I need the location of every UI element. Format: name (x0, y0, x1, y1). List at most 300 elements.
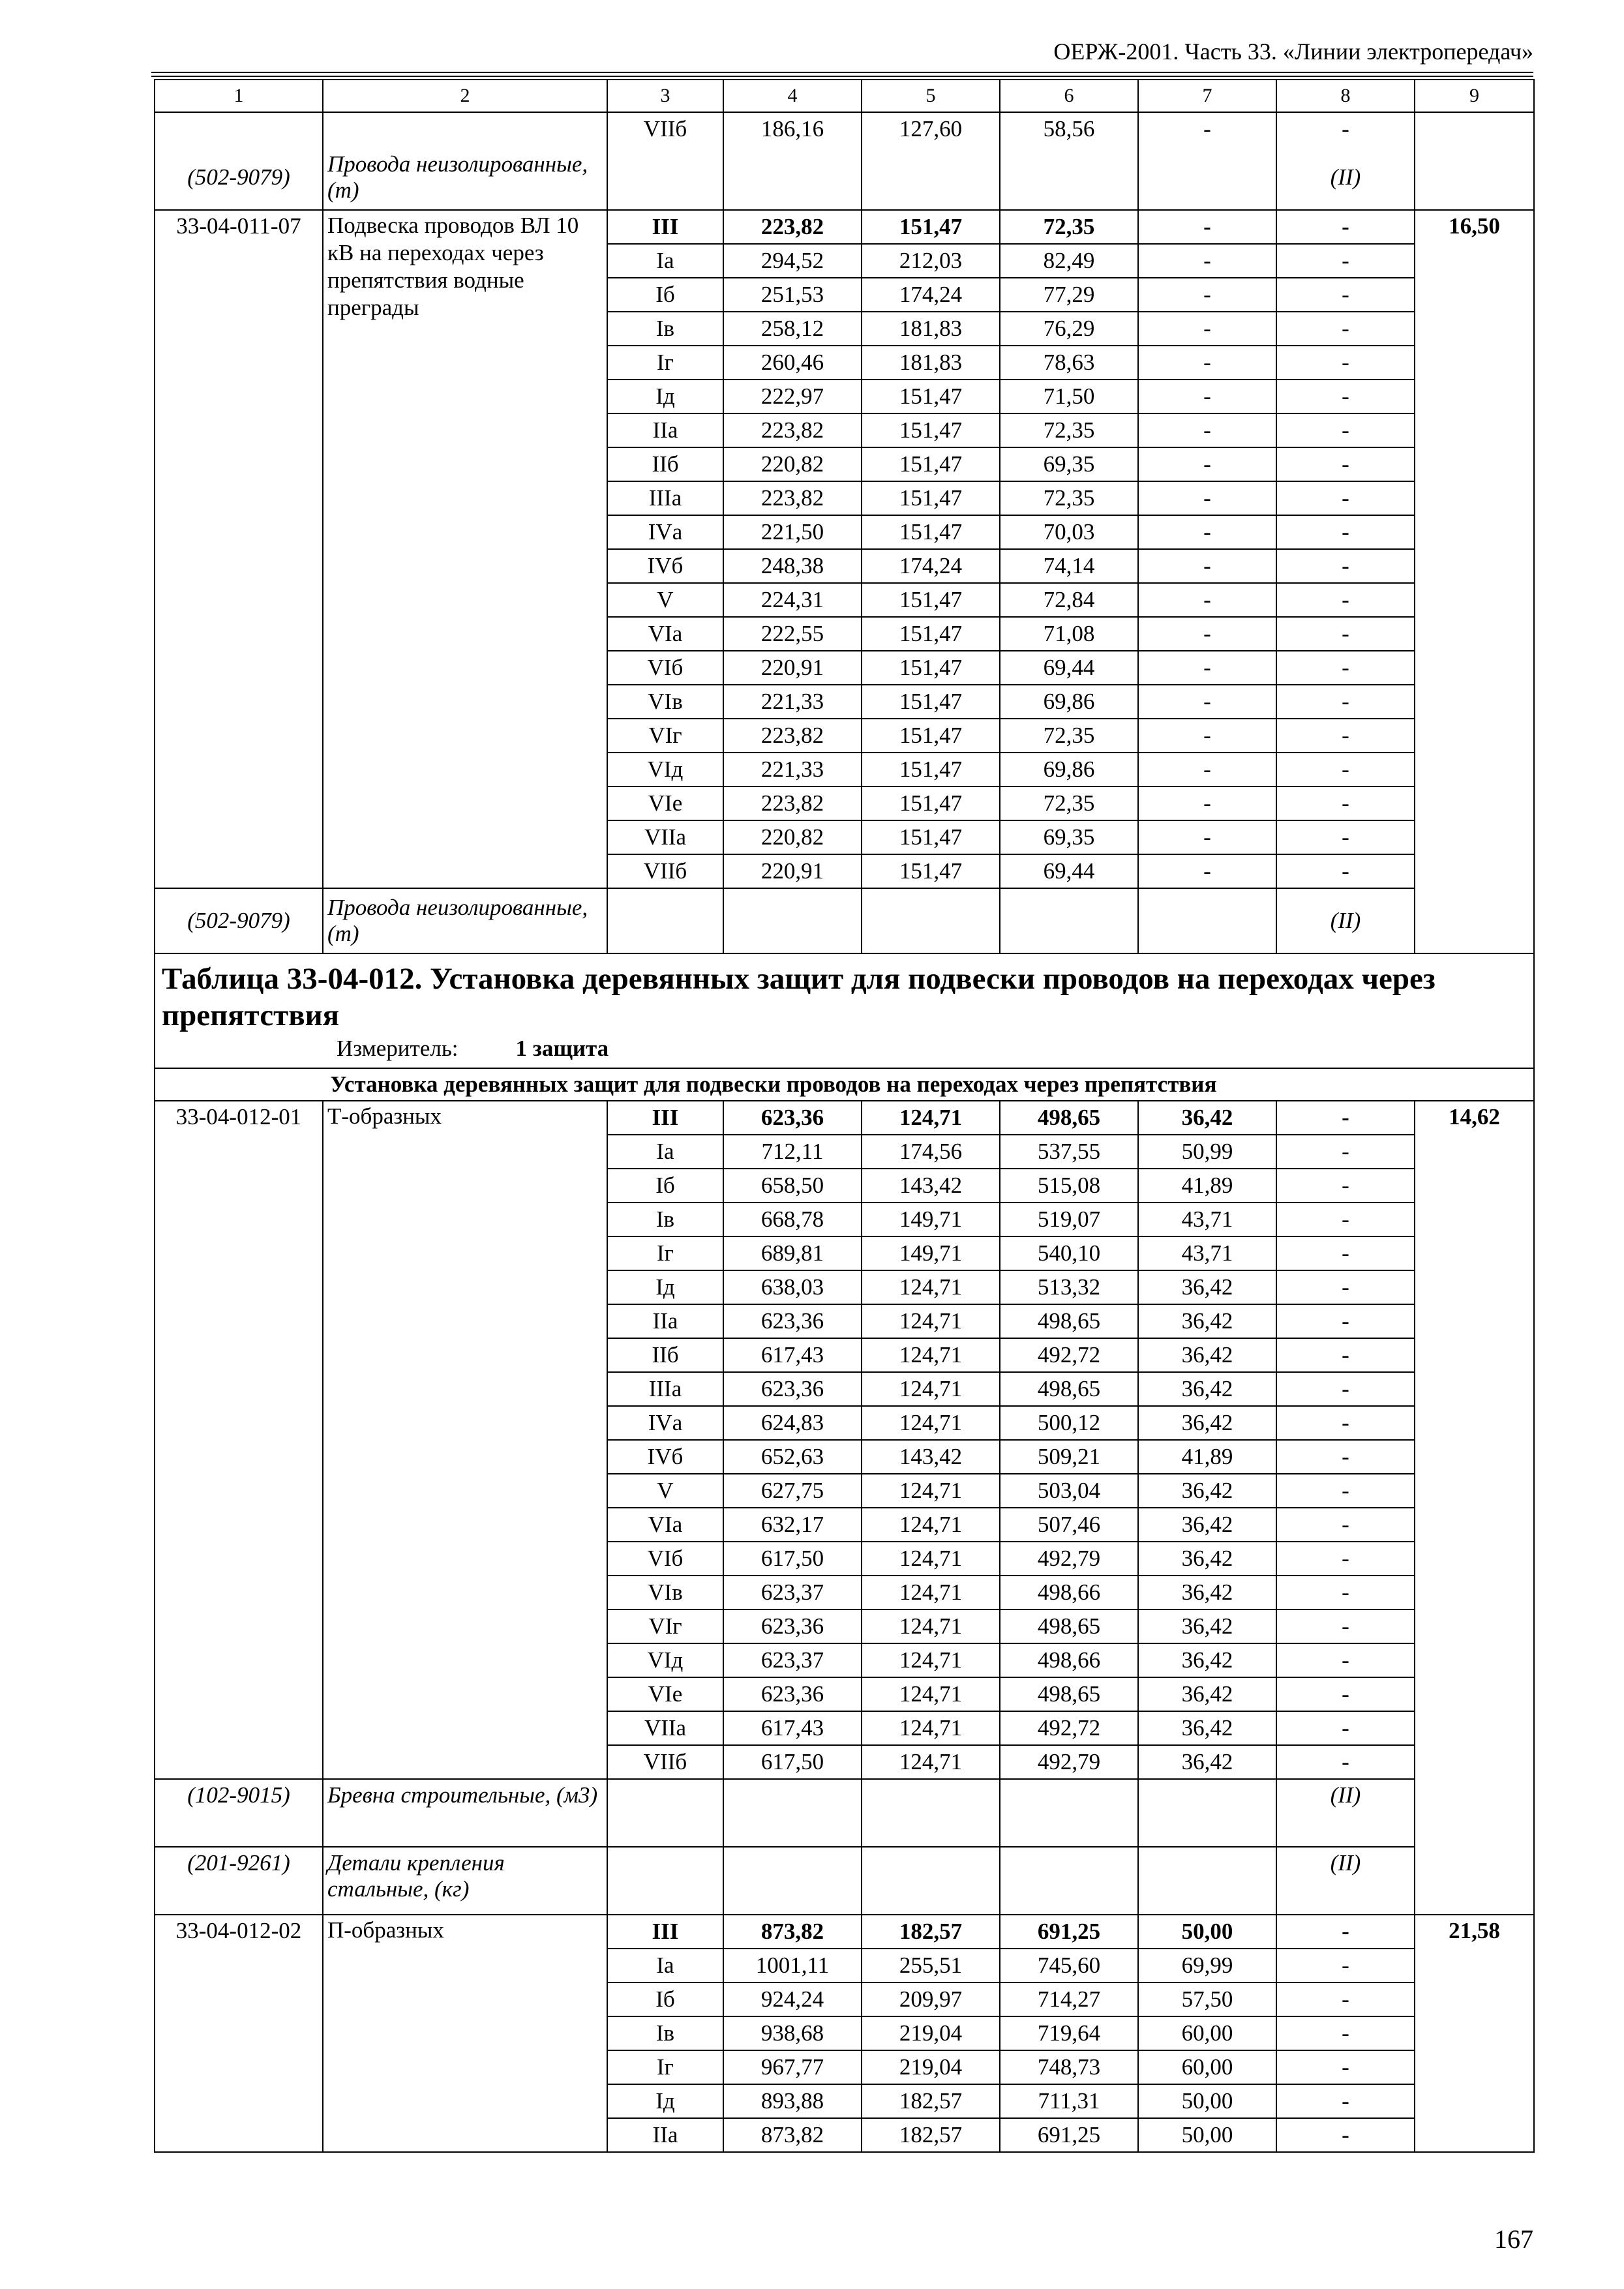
value-cell-c8: - (1276, 1745, 1415, 1779)
value-cell-c5: 124,71 (862, 1372, 1000, 1406)
value-cell-c4: 924,24 (723, 1982, 862, 2016)
value-cell-c7: - (1138, 413, 1276, 447)
value-cell-c4: 220,82 (723, 447, 862, 481)
value-cell-c6: 498,66 (1000, 1643, 1138, 1677)
value-cell-c6: 72,35 (1000, 413, 1138, 447)
measure-label: Измеритель: (337, 1036, 459, 1061)
region-cell: Iб (607, 278, 723, 312)
value-cell-c7: - (1138, 719, 1276, 753)
value-cell-c7: - (1138, 854, 1276, 888)
value-cell-c6: 72,84 (1000, 583, 1138, 617)
table-row (155, 112, 1534, 145)
value-cell-c8: - (1276, 1338, 1415, 1372)
value-cell-c5: 209,97 (862, 1982, 1000, 2016)
value-cell-c6: 72,35 (1000, 719, 1138, 753)
region-cell: IVб (607, 1440, 723, 1474)
value-cell-c8: - (1276, 312, 1415, 346)
value-cell-c8: - (1276, 1542, 1415, 1576)
resource-code: (502-9079) (155, 888, 323, 953)
value-cell-c5: 182,57 (862, 2118, 1000, 2152)
value-cell-c7: 50,00 (1138, 1915, 1276, 1949)
value-cell-c5: 181,83 (862, 346, 1000, 380)
resource-name: Бревна строительные, (м3) (323, 1779, 607, 1847)
value-cell-c8: - (1276, 1576, 1415, 1609)
value-cell-c5: 124,71 (862, 1643, 1000, 1677)
value-cell-c5: 219,04 (862, 2050, 1000, 2084)
value-cell-c7: - (1138, 481, 1276, 515)
value-cell-c8: - (1276, 1440, 1415, 1474)
region-cell: VIв (607, 685, 723, 719)
value-cell-c8: - (1276, 1508, 1415, 1542)
column-number: 4 (723, 80, 862, 112)
value-cell-c6: 69,44 (1000, 854, 1138, 888)
value-cell-c8: - (1276, 719, 1415, 753)
value-cell-c7: - (1138, 244, 1276, 278)
value-cell-c4: 223,82 (723, 719, 862, 753)
c9-cell: 16,50 (1415, 210, 1534, 953)
value-cell-c6: 69,86 (1000, 753, 1138, 786)
value-cell-c8: - (1276, 753, 1415, 786)
value-cell-c5: 151,47 (862, 380, 1000, 413)
value-cell-c5: 124,71 (862, 1101, 1000, 1135)
region-cell: VIIб (607, 854, 723, 888)
value-cell-c4: 1001,11 (723, 1949, 862, 1982)
value-cell-c7: - (1138, 549, 1276, 583)
table-row (155, 1915, 1534, 1949)
value-cell-c6: 719,64 (1000, 2016, 1138, 2050)
value-cell-c7: 36,42 (1138, 1643, 1276, 1677)
region-cell: IIб (607, 1338, 723, 1372)
value-cell-c6: 72,35 (1000, 481, 1138, 515)
value-cell-c5: 151,47 (862, 854, 1000, 888)
desc-cell (323, 112, 607, 145)
value-cell-c8: - (1276, 1711, 1415, 1745)
norm-code: 33-04-012-01 (155, 1101, 323, 1779)
value-cell-c6: 714,27 (1000, 1982, 1138, 2016)
value-cell-c6: 498,65 (1000, 1609, 1138, 1643)
column-number: 3 (607, 80, 723, 112)
value-cell-c7: - (1138, 112, 1276, 145)
value-cell-c6: 69,35 (1000, 820, 1138, 854)
value-cell-c8: - (1276, 346, 1415, 380)
value-cell-c6: 498,65 (1000, 1372, 1138, 1406)
value-cell-c8: - (1276, 1169, 1415, 1203)
empty-cell (723, 145, 862, 210)
region-cell: III (607, 1101, 723, 1135)
empty-cell (1138, 1847, 1276, 1915)
value-cell-c7: - (1138, 380, 1276, 413)
value-cell-c4: 938,68 (723, 2016, 862, 2050)
value-cell-c6: 72,35 (1000, 210, 1138, 244)
norm-code: 33-04-012-02 (155, 1915, 323, 2152)
table-title (155, 953, 1534, 1068)
value-cell-c4: 221,33 (723, 685, 862, 719)
region-cell: IIIа (607, 481, 723, 515)
value-cell-c8: - (1276, 617, 1415, 651)
value-cell-c7: 36,42 (1138, 1745, 1276, 1779)
norm-description: Подвеска проводов ВЛ 10 кВ на переходах через препятствия водные преграды (323, 210, 607, 888)
value-cell-c8: - (1276, 651, 1415, 685)
measure-line (162, 1034, 1529, 1064)
value-cell-r: VIIб (607, 112, 723, 145)
region-cell: Iг (607, 1236, 723, 1270)
value-cell-c4: 251,53 (723, 278, 862, 312)
value-cell-c4: 623,36 (723, 1372, 862, 1406)
running-header: ОЕРЖ-2001. Часть 33. «Линии электропередач» (1053, 38, 1533, 65)
value-cell-c5: 124,71 (862, 1304, 1000, 1338)
value-cell-c8: - (1276, 2050, 1415, 2084)
norm-description: Т-образных (323, 1101, 607, 1779)
region-cell: VIв (607, 1576, 723, 1609)
region-cell: IIа (607, 2118, 723, 2152)
value-cell-c4: 223,82 (723, 413, 862, 447)
value-cell-c5: 127,60 (862, 112, 1000, 145)
value-cell-c6: 745,60 (1000, 1949, 1138, 1982)
value-cell-c4: 632,17 (723, 1508, 862, 1542)
value-cell-c5: 124,71 (862, 1270, 1000, 1304)
value-cell-c7: 36,42 (1138, 1542, 1276, 1576)
value-cell-c4: 689,81 (723, 1236, 862, 1270)
value-cell-c6: 540,10 (1000, 1236, 1138, 1270)
resource-row (155, 1779, 1534, 1847)
value-cell-c7: - (1138, 312, 1276, 346)
value-cell-c8: - (1276, 2084, 1415, 2118)
region-cell: VIIа (607, 820, 723, 854)
value-cell-c4: 220,91 (723, 651, 862, 685)
column-number: 7 (1138, 80, 1276, 112)
resource-class: (II) (1276, 888, 1415, 953)
value-cell-c8: - (1276, 1135, 1415, 1169)
region-cell: VIа (607, 617, 723, 651)
region-cell: IVа (607, 1406, 723, 1440)
value-cell-c6: 507,46 (1000, 1508, 1138, 1542)
value-cell-c7: - (1138, 753, 1276, 786)
value-cell-c6: 69,86 (1000, 685, 1138, 719)
column-number: 1 (155, 80, 323, 112)
value-cell-c5: 212,03 (862, 244, 1000, 278)
page-number: 167 (1494, 2224, 1533, 2254)
region-cell: IIа (607, 413, 723, 447)
region-cell: IIа (607, 1304, 723, 1338)
value-cell-c7: 43,71 (1138, 1203, 1276, 1236)
value-cell-c7: - (1138, 447, 1276, 481)
value-cell-c4: 617,43 (723, 1338, 862, 1372)
region-cell: Iв (607, 1203, 723, 1236)
region-cell: IIIа (607, 1372, 723, 1406)
value-cell-c8: - (1276, 1372, 1415, 1406)
value-cell-c7: 57,50 (1138, 1982, 1276, 2016)
value-cell-c7: 36,42 (1138, 1304, 1276, 1338)
empty-cell (607, 1847, 723, 1915)
empty-cell (607, 888, 723, 953)
empty-cell (1000, 888, 1138, 953)
value-cell-c6: 500,12 (1000, 1406, 1138, 1440)
value-cell-c4: 258,12 (723, 312, 862, 346)
resource-name: Детали крепления стальные, (кг) (323, 1847, 607, 1915)
value-cell-c8: - (1276, 854, 1415, 888)
value-cell-c5: 151,47 (862, 786, 1000, 820)
value-cell-c6: 69,44 (1000, 651, 1138, 685)
value-cell-c6: 70,03 (1000, 515, 1138, 549)
value-cell-c7: 41,89 (1138, 1169, 1276, 1203)
value-cell-c5: 181,83 (862, 312, 1000, 346)
region-cell: III (607, 210, 723, 244)
region-cell: Iа (607, 1135, 723, 1169)
value-cell-c4: 658,50 (723, 1169, 862, 1203)
value-cell-c5: 174,24 (862, 278, 1000, 312)
empty-cell (862, 1779, 1000, 1847)
resource-row (155, 888, 1534, 953)
region-cell: Iд (607, 1270, 723, 1304)
value-cell-c5: 151,47 (862, 210, 1000, 244)
value-cell-c8: - (1276, 244, 1415, 278)
value-cell-c5: 124,71 (862, 1474, 1000, 1508)
table-row (155, 1101, 1534, 1135)
value-cell-c5: 124,71 (862, 1745, 1000, 1779)
region-cell: Iд (607, 2084, 723, 2118)
value-cell-c8: - (1276, 112, 1415, 145)
empty-cell (723, 1779, 862, 1847)
value-cell-c8: - (1276, 2118, 1415, 2152)
value-cell-c6: 509,21 (1000, 1440, 1138, 1474)
value-cell-c7: 36,42 (1138, 1338, 1276, 1372)
region-cell: V (607, 1474, 723, 1508)
value-cell-c7: - (1138, 583, 1276, 617)
empty-cell (1000, 1779, 1138, 1847)
value-cell-c8: - (1276, 1236, 1415, 1270)
resource-class: (II) (1276, 1779, 1415, 1847)
value-cell-c5: 151,47 (862, 651, 1000, 685)
region-cell: IVа (607, 515, 723, 549)
value-cell-c4: 222,97 (723, 380, 862, 413)
column-number-row (155, 80, 1534, 112)
value-cell-c6: 498,65 (1000, 1304, 1138, 1338)
value-cell-c5: 151,47 (862, 413, 1000, 447)
value-cell-c7: - (1138, 278, 1276, 312)
region-cell: Iв (607, 312, 723, 346)
value-cell-c5: 149,71 (862, 1203, 1000, 1236)
value-cell-c8: - (1276, 786, 1415, 820)
table-title-text: Таблица 33-04-012. Установка деревянных защит для подвески проводов на переходах через препятствия (162, 962, 1436, 1032)
value-cell-c7: 36,42 (1138, 1677, 1276, 1711)
region-cell: Iв (607, 2016, 723, 2050)
value-cell-c8: - (1276, 583, 1415, 617)
empty-cell (1138, 145, 1276, 210)
value-cell-c4: 221,50 (723, 515, 862, 549)
value-cell-c4: 260,46 (723, 346, 862, 380)
value-cell-c4: 220,91 (723, 854, 862, 888)
value-cell-c5: 124,71 (862, 1677, 1000, 1711)
resource-code: (201-9261) (155, 1847, 323, 1915)
value-cell-c8: - (1276, 481, 1415, 515)
value-cell-c4: 623,37 (723, 1643, 862, 1677)
empty-cell (1000, 1847, 1138, 1915)
column-number: 9 (1415, 80, 1534, 112)
value-cell-c4: 627,75 (723, 1474, 862, 1508)
value-cell-c5: 255,51 (862, 1949, 1000, 1982)
region-cell: Iа (607, 1949, 723, 1982)
c9-cell: 14,62 (1415, 1101, 1534, 1915)
region-cell: VIа (607, 1508, 723, 1542)
value-cell-c8: - (1276, 515, 1415, 549)
value-cell-c6: 492,72 (1000, 1338, 1138, 1372)
value-cell-c4: 294,52 (723, 244, 862, 278)
table-title-row (155, 953, 1534, 1068)
value-cell-c6: 74,14 (1000, 549, 1138, 583)
value-cell-c6: 82,49 (1000, 244, 1138, 278)
value-cell-c7: 69,99 (1138, 1949, 1276, 1982)
value-cell-c4: 668,78 (723, 1203, 862, 1236)
value-cell-c8: - (1276, 380, 1415, 413)
value-cell-c5: 151,47 (862, 685, 1000, 719)
resource-class: (II) (1276, 1847, 1415, 1915)
value-cell-c5: 124,71 (862, 1542, 1000, 1576)
value-cell-c6: 691,25 (1000, 2118, 1138, 2152)
value-cell-c8: - (1276, 1677, 1415, 1711)
value-cell-c4: 248,38 (723, 549, 862, 583)
value-cell-c8: - (1276, 1643, 1415, 1677)
value-cell-c7: 60,00 (1138, 2016, 1276, 2050)
value-cell-c7: 36,42 (1138, 1372, 1276, 1406)
value-cell-c6: 748,73 (1000, 2050, 1138, 2084)
value-cell-c8: - (1276, 447, 1415, 481)
region-cell: Iд (607, 380, 723, 413)
value-cell-c8: - (1276, 1101, 1415, 1135)
value-cell-c7: - (1138, 820, 1276, 854)
c9-cell: 21,58 (1415, 1915, 1534, 2152)
value-cell-c6: 519,07 (1000, 1203, 1138, 1236)
region-cell: VIIб (607, 1745, 723, 1779)
value-cell-c4: 223,82 (723, 210, 862, 244)
value-cell-c4: 623,36 (723, 1677, 862, 1711)
value-cell-c6: 69,35 (1000, 447, 1138, 481)
column-number: 8 (1276, 80, 1415, 112)
region-cell: Iа (607, 244, 723, 278)
value-cell-c6: 498,66 (1000, 1576, 1138, 1609)
value-cell-c5: 124,71 (862, 1576, 1000, 1609)
value-cell-c6: 513,32 (1000, 1270, 1138, 1304)
value-cell-c7: 36,42 (1138, 1270, 1276, 1304)
value-cell-c7: 36,42 (1138, 1406, 1276, 1440)
region-cell: IIб (607, 447, 723, 481)
value-cell-c4: 224,31 (723, 583, 862, 617)
region-cell: VIд (607, 1643, 723, 1677)
value-cell-c7: - (1138, 617, 1276, 651)
region-cell: III (607, 1915, 723, 1949)
value-cell-c5: 182,57 (862, 1915, 1000, 1949)
value-cell-c4: 623,36 (723, 1609, 862, 1643)
value-cell-c5: 151,47 (862, 583, 1000, 617)
region-cell: VIг (607, 1609, 723, 1643)
value-cell-c4: 623,36 (723, 1101, 862, 1135)
region-cell: Iг (607, 346, 723, 380)
value-cell-c4: 638,03 (723, 1270, 862, 1304)
value-cell-c7: 43,71 (1138, 1236, 1276, 1270)
value-cell-c4: 712,11 (723, 1135, 862, 1169)
value-cell-c7: 50,99 (1138, 1135, 1276, 1169)
value-cell-c5: 174,24 (862, 549, 1000, 583)
value-cell-c6: 492,79 (1000, 1745, 1138, 1779)
region-cell: Iб (607, 1169, 723, 1203)
value-cell-c7: 60,00 (1138, 2050, 1276, 2084)
value-cell-c8: - (1276, 1949, 1415, 1982)
empty-cell (862, 888, 1000, 953)
value-cell-c4: 873,82 (723, 2118, 862, 2152)
empty-cell (1138, 888, 1276, 953)
region-cell: V (607, 583, 723, 617)
value-cell-c8: - (1276, 685, 1415, 719)
value-cell-c7: 36,42 (1138, 1508, 1276, 1542)
value-cell-c7: 36,42 (1138, 1711, 1276, 1745)
value-cell-c4: 220,82 (723, 820, 862, 854)
value-cell-c8: - (1276, 549, 1415, 583)
value-cell-c5: 124,71 (862, 1609, 1000, 1643)
empty-cell (1138, 1779, 1276, 1847)
value-cell-c7: - (1138, 515, 1276, 549)
norms-table (154, 79, 1535, 2153)
value-cell-c8: - (1276, 820, 1415, 854)
value-cell-c6: 76,29 (1000, 312, 1138, 346)
value-cell-c6: 691,25 (1000, 1915, 1138, 1949)
value-cell-c4: 624,83 (723, 1406, 862, 1440)
value-cell-c5: 151,47 (862, 719, 1000, 753)
value-cell-c7: - (1138, 685, 1276, 719)
value-cell-c8: - (1276, 1304, 1415, 1338)
value-cell-c6: 492,79 (1000, 1542, 1138, 1576)
value-cell-c8: - (1276, 210, 1415, 244)
value-cell-c8: - (1276, 1982, 1415, 2016)
value-cell-c5: 151,47 (862, 481, 1000, 515)
value-cell-c6: 71,50 (1000, 380, 1138, 413)
value-cell-c5: 151,47 (862, 820, 1000, 854)
value-cell-c6: 537,55 (1000, 1135, 1138, 1169)
column-number: 6 (1000, 80, 1138, 112)
resource-name: Провода неизолированные, (т) (323, 145, 607, 210)
value-cell-c5: 124,71 (862, 1338, 1000, 1372)
value-cell-c6: 711,31 (1000, 2084, 1138, 2118)
region-cell: VIб (607, 1542, 723, 1576)
value-cell-c4: 623,36 (723, 1304, 862, 1338)
value-cell-c4: 221,33 (723, 753, 862, 786)
value-cell-c5: 151,47 (862, 515, 1000, 549)
value-cell-c4: 967,77 (723, 2050, 862, 2084)
region-cell: Iб (607, 1982, 723, 2016)
resource-name: Провода неизолированные, (т) (323, 888, 607, 953)
value-cell-c4: 223,82 (723, 786, 862, 820)
value-cell-c5: 149,71 (862, 1236, 1000, 1270)
empty-cell (1000, 145, 1138, 210)
value-cell-c5: 124,71 (862, 1508, 1000, 1542)
value-cell-c7: 36,42 (1138, 1576, 1276, 1609)
value-cell-c6: 72,35 (1000, 786, 1138, 820)
column-number: 5 (862, 80, 1000, 112)
header-rule (151, 72, 1533, 77)
value-cell-c5: 182,57 (862, 2084, 1000, 2118)
value-cell-c5: 143,42 (862, 1440, 1000, 1474)
resource-class: (II) (1276, 145, 1415, 210)
section-subheading: Установка деревянных защит для подвески проводов на переходах через препятствия (155, 1068, 1534, 1101)
value-cell-c4: 617,50 (723, 1542, 862, 1576)
region-cell: VIд (607, 753, 723, 786)
value-cell-c7: 36,42 (1138, 1474, 1276, 1508)
region-cell: VIе (607, 1677, 723, 1711)
region-cell: Iг (607, 2050, 723, 2084)
empty-cell (862, 1847, 1000, 1915)
value-cell-c8: - (1276, 1474, 1415, 1508)
value-cell-c8: - (1276, 413, 1415, 447)
value-cell-c5: 174,56 (862, 1135, 1000, 1169)
c9-cell (1415, 112, 1534, 210)
